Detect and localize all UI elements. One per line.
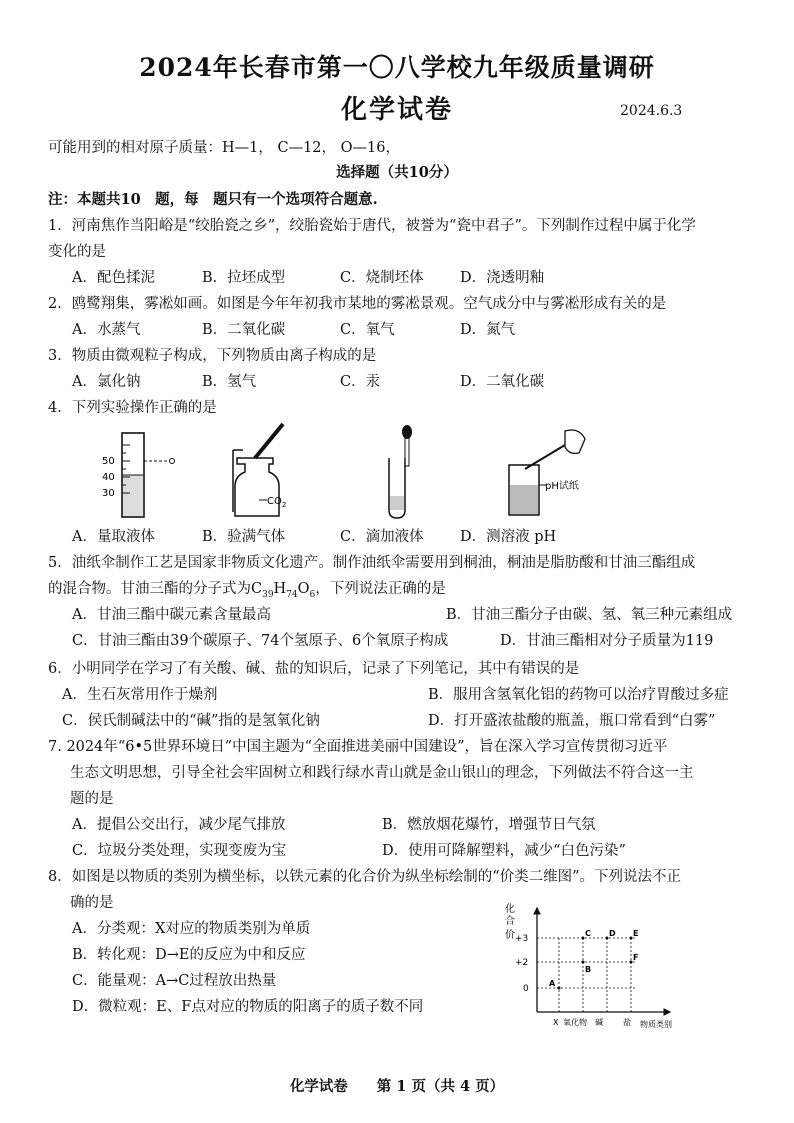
cyl-tick-50: 50 bbox=[102, 456, 115, 467]
q1-option-b: B．拉坯成型 bbox=[202, 270, 286, 286]
q5-option-d: D．甘油三酯相对分子质量为119 bbox=[500, 633, 714, 649]
q6-option-b: B．服用含氢氧化铝的药物可以治疗胃酸过多症 bbox=[428, 687, 729, 703]
valence-category-chart bbox=[495, 900, 715, 1030]
q2-option-c: C．氧气 bbox=[340, 322, 395, 338]
chart-ylabel-3: 价 bbox=[505, 930, 515, 941]
q4-option-d: D．测溶液 pH bbox=[460, 529, 557, 545]
q2-option-d: D．氮气 bbox=[460, 322, 516, 338]
q7-option-c: C．垃圾分类处理，实现变废为宝 bbox=[72, 843, 287, 859]
q7-option-b: B．燃放烟花爆竹，增强节日气氛 bbox=[382, 817, 596, 833]
ytick-plus3: +3 bbox=[515, 934, 529, 944]
q8-option-a: A．分类观：X对应的物质类别为单质 bbox=[72, 921, 311, 937]
q5-option-a: A．甘油三酯中碳元素含量最高 bbox=[72, 607, 271, 623]
q5-stem-line1: 5．油纸伞制作工艺是国家非物质文化遗产。制作油纸伞需要用到桐油，桐油是脂肪酸和甘油三酯组成 bbox=[48, 555, 696, 571]
q7-stem-line2: 生态文明思想，引导全社会牢固树立和践行绿水青山就是金山银山的理念，下列做法不符合这一主 bbox=[70, 765, 694, 781]
q4-option-a: A．量取液体 bbox=[72, 529, 155, 545]
point-d: D bbox=[609, 929, 616, 938]
instruction-note: 注：本题共10 题，每 题只有一个选项符合题意. bbox=[48, 191, 378, 208]
gas-bottle-figure bbox=[215, 420, 305, 520]
cyl-tick-30: 30 bbox=[102, 488, 115, 499]
q2-option-b: B．二氧化碳 bbox=[202, 322, 286, 338]
ytick-plus2: +2 bbox=[515, 958, 529, 968]
q6-option-d: D．打开盛浓盐酸的瓶盖，瓶口常看到“白雾” bbox=[428, 713, 716, 729]
q7-option-d: D．使用可降解塑料，减少“白色污染” bbox=[382, 843, 626, 859]
cyl-tick-40: 40 bbox=[102, 472, 115, 483]
point-a: A bbox=[549, 979, 556, 988]
q4-option-c: C．滴加液体 bbox=[340, 529, 424, 545]
q8-option-b: B．转化观：D→E的反应为中和反应 bbox=[72, 947, 306, 963]
q1-option-c: C．烧制坯体 bbox=[340, 270, 424, 286]
q6-option-a: A．生石灰常用作于燥剂 bbox=[62, 687, 218, 703]
page-footer: 化学试卷 第 1 页（共 4 页） bbox=[289, 1078, 505, 1095]
q1-stem-line1: 1．河南焦作当阳峪是“绞胎瓷之乡”，绞胎瓷始于唐代，被誉为“瓷中君子”。下列制作过程中属于化学 bbox=[48, 218, 696, 234]
dropper-tube-figure bbox=[375, 420, 435, 520]
q5-stem-line2: 的混合物。甘油三酯的分子式为$C_{39}H_{74}O_6$，下列说法正确的是 bbox=[48, 581, 446, 600]
q7-stem-line3: 题的是 bbox=[70, 791, 114, 807]
q4-option-b: B．验满气体 bbox=[202, 529, 286, 545]
xtick-oxide: 氧化物 bbox=[563, 1018, 587, 1027]
graduated-cylinder-figure bbox=[90, 425, 180, 520]
q8-stem-line1: 8．如图是以物质的类别为横坐标，以铁元素的化合价为纵坐标绘制的“价类二维图”。下列说法不正 bbox=[48, 869, 682, 885]
q3-option-c: C．汞 bbox=[340, 374, 381, 390]
co2-label: $CO_2$ bbox=[267, 496, 287, 509]
chart-ylabel-2: 合 bbox=[505, 916, 515, 927]
q3-option-b: B．氢气 bbox=[202, 374, 257, 390]
q8-option-c: C．能量观：A→C过程放出热量 bbox=[72, 973, 277, 989]
exam-title: 2024年长春市第一〇八学校九年级质量调研 bbox=[139, 53, 655, 82]
q3-stem: 3．物质由微观粒子构成，下列物质由离子构成的是 bbox=[48, 348, 377, 364]
q6-stem: 6．小明同学在学习了有关酸、碱、盐的知识后，记录了下列笔记，其中有错误的是 bbox=[48, 661, 580, 677]
q1-option-d: D．浇透明釉 bbox=[460, 270, 545, 286]
q3-option-d: D．二氧化碳 bbox=[460, 374, 545, 390]
chart-ylabel-1: 化 bbox=[505, 904, 515, 915]
exam-date: 2024.6.3 bbox=[620, 103, 683, 119]
q3-option-a: A．氯化钠 bbox=[72, 374, 141, 390]
atomic-mass-line: 可能用到的相对原子质量：H—1， C—12， O—16， bbox=[48, 140, 400, 156]
exam-subtitle: 化学试卷 bbox=[340, 95, 453, 125]
q8-option-d: D．微粒观：E、F点对应的物质的阳离子的质子数不同 bbox=[72, 999, 424, 1015]
ph-paper-label: pH试纸 bbox=[545, 481, 579, 492]
q2-option-a: A．水蒸气 bbox=[72, 322, 141, 338]
q7-option-a: A．提倡公交出行，减少尾气排放 bbox=[72, 817, 286, 833]
q6-option-c: C．侯氏制碱法中的“碱”指的是氢氧化钠 bbox=[62, 713, 320, 729]
point-b: B bbox=[585, 965, 592, 974]
xtick-x: X bbox=[553, 1018, 559, 1027]
q5-option-b: B．甘油三酯分子由碳、氢、氧三种元素组成 bbox=[446, 607, 733, 623]
xtick-base: 碱 bbox=[595, 1018, 603, 1027]
section-heading: 选择题（共10分） bbox=[336, 164, 458, 181]
xaxis-label: 物质类别 bbox=[640, 1020, 672, 1029]
q5-option-c: C．甘油三酯由39个碳原子、74个氢原子、6个氧原子构成 bbox=[72, 633, 449, 649]
q1-stem-line2: 变化的是 bbox=[48, 244, 106, 260]
xtick-salt: 盐 bbox=[623, 1018, 631, 1027]
q2-stem: 2．鸥鹭翔集，雾凇如画。如图是今年年初我市某地的雾凇景观。空气成分中与雾凇形成有关的是 bbox=[48, 296, 667, 312]
q1-option-a: A．配色揉泥 bbox=[72, 270, 155, 286]
point-c: C bbox=[585, 929, 591, 938]
q8-stem-line2: 确的是 bbox=[70, 895, 114, 911]
point-e: E bbox=[633, 929, 639, 938]
q4-stem: 4．下列实验操作正确的是 bbox=[48, 400, 217, 416]
point-f: F bbox=[633, 953, 639, 962]
q7-stem-line1: 7. 2024年“6•5世界环境日”中国主题为“全面推进美丽中国建设”，旨在深入学习宣传贯彻习近平 bbox=[48, 739, 668, 755]
ytick-zero: 0 bbox=[523, 984, 529, 994]
ph-test-figure bbox=[495, 425, 615, 520]
